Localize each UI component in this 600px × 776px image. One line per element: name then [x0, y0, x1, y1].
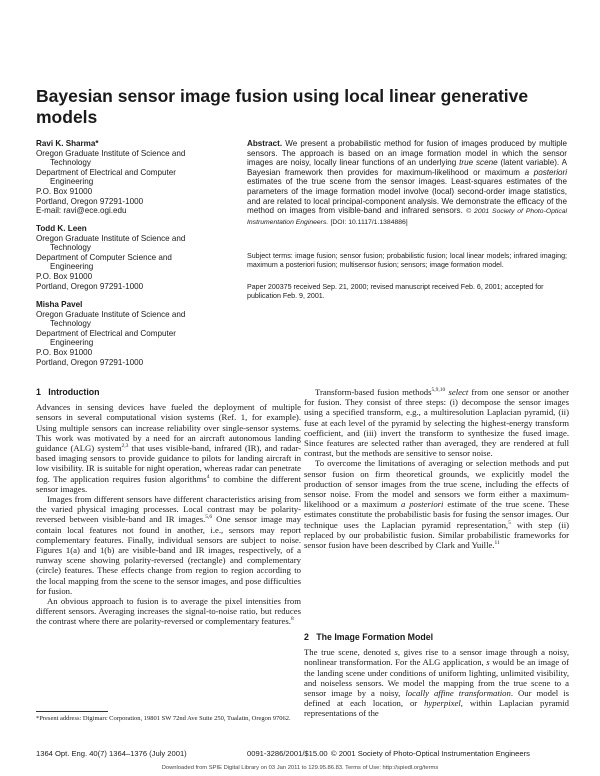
paragraph-text: An obvious approach to fusion is to average the pixel intensities from different sensors. Averaging increases the signal-to-noise ratio, but reduces the contrast where there are polarity-reversed or complementary features.	[36, 596, 301, 627]
paragraph-text: To overcome the limitations of averaging or selection methods and put sensor fusion on firm theoretical grounds, we explicitly model the production of sensor images from the true scene, including the effects of sensor noise. From the model and sensors we form either a maximum-likelihood or a maximum	[304, 458, 569, 510]
abstract-text: estimates of the true scene from the sensor images. Least-squares estimates of the parameters of the image formation model involve (local) second-order image statistics, and are related to local principal-component analysis. We demonstrate the efficacy of the method on images from visible-band and infrared sensors.	[247, 177, 567, 216]
section-title: Introduction	[48, 387, 100, 397]
paragraph-text: estimate of the true scene. These estimates constitute the probabilistic basis for fusing the sensor images. Our technique uses the Laplacian pyramid representation,	[304, 499, 569, 530]
emphasis: hyperpixel	[424, 698, 461, 709]
citation: 5,9,10	[431, 387, 446, 394]
paper-title: Bayesian sensor image fusion using local linear generative models	[36, 86, 529, 127]
paragraph	[36, 402, 301, 494]
paragraph	[304, 458, 569, 550]
section-title: The Image Formation Model	[316, 632, 434, 642]
paragraph-text: would be an image of the landing scene under conditions of uniform lighting, unlimited visibility, and noiseless sensors. We model the mapping from the true scene to a sensor image by a noisy,	[304, 657, 570, 699]
citation: 5,6	[205, 514, 213, 521]
abstract-doi: [DOI: 10.1117/1.1384886]	[330, 218, 408, 226]
abstract	[247, 139, 567, 227]
abstract-emphasis: a posteriori	[524, 167, 567, 177]
paragraph-text: Transform-based fusion methods	[315, 387, 432, 397]
affiliation-line: Oregon Graduate Institute of Science and	[36, 233, 186, 243]
emphasis: s	[486, 657, 490, 668]
affiliation-line: Oregon Graduate Institute of Science and	[36, 148, 186, 158]
paragraph-text: to combine the different sensor images.	[36, 473, 301, 494]
author-block-3	[36, 300, 241, 367]
abstract-copyright: © 2001 Society of Photo-Optical Instrumentation Engineers.	[247, 208, 568, 226]
paragraph	[36, 596, 301, 627]
footer-copyright: © 2001 Society of Photo-Optical Instrumentation Engineers	[331, 749, 530, 758]
author-affiliation	[36, 149, 241, 216]
emphasis: a posteriori	[401, 499, 444, 510]
emphasis: locally affine transformation	[405, 688, 511, 699]
citation: 5	[508, 519, 511, 526]
affiliation-line: Department of Computer Science and	[36, 252, 172, 262]
affiliation-line: Department of Electrical and Computer	[36, 328, 176, 338]
right-column	[304, 387, 569, 550]
affiliation-line: Technology	[50, 243, 91, 253]
paragraph	[36, 494, 301, 596]
paragraph-text: from one sensor or another for fusion. They consist of three steps: (i) decompose the sensor images using a specified transform, e.g., a multiresolution Laplacian pyramid, (ii) fuse at each level of the pyramid by selecting the highest-energy transform coefficient, and (iii) invert the transform to synthesize the fused image. Since features are selected rather than averaged, they are rendered at full contrast, but the methods are sensitive to sensor noise.	[304, 387, 569, 459]
footer-price: 0091-3286/2001/$15.00	[247, 749, 328, 758]
paragraph-text: Advances in sensing devices have fueled the deployment of multiple sensors in several computational vision systems (Ref. 1, for example). Using multiple sensors can increase reliability over single-sensor systems. This work was motivated by a need for an aircraft autonomous landing guidance (ALG) system	[36, 402, 301, 454]
affiliation-line: Portland, Oregon 97291-1000	[36, 196, 144, 206]
emphasis: select	[448, 387, 469, 397]
affiliation-line: Engineering	[50, 338, 94, 348]
section-number: 1	[36, 387, 41, 397]
paragraph-text: , gives rise to a sensor image through a noisy, nonlinear transformation. For the ALG application,	[304, 647, 570, 668]
author-block-2	[36, 224, 241, 291]
abstract-label: Abstract.	[247, 139, 283, 148]
affiliation-line: Engineering	[50, 262, 94, 272]
citation: 2,3	[121, 443, 129, 450]
citation: 11	[494, 540, 500, 547]
author-name: Misha Pavel	[36, 300, 83, 309]
footer-citation: 1364 Opt. Eng. 40(7) 1364–1376 (July 2001)	[36, 749, 187, 758]
section-2	[304, 632, 569, 719]
download-notice: Downloaded from SPIE Digital Library on 03 Jan 2011 to 129.95.86.83. Terms of Use: http://spiedl.org/terms	[161, 765, 439, 771]
paragraph-text: One sensor image may contain local features not found in another, i.e., sensors may report complementary features. Finally, individual sensors are subject to noise. Figures 1(a) and 1(b) are visible-band and IR images, respectively, of a runway scene showing polarity-reversed (rectangle) and complementary (circle) features. These effects change from region to region according to the local mapping from the scene to the sensor images, and pose difficulties for fusion.	[36, 514, 301, 596]
affiliation-line: P.O. Box 91000	[36, 186, 93, 196]
paragraph-text: Images from different sensors have different characteristics arising from the varied physical imaging processes. Local contrast may be polarity-reversed between visible-band and IR images.	[36, 494, 301, 525]
author-block-1	[36, 139, 241, 216]
abstract-emphasis: true scene	[459, 158, 498, 168]
affiliation-line: Portland, Oregon 97291-1000	[36, 357, 144, 367]
affiliation-line: Oregon Graduate Institute of Science and	[36, 309, 186, 319]
paragraph-text: . Our model is defined at each location, or	[304, 688, 569, 709]
footnote-divider	[36, 711, 108, 712]
paragraph	[304, 387, 569, 458]
abstract-text: We present a probabilistic method for fusion of images produced by multiple sensors. The approach is based on an image formation model in which the sensor images are noisy, locally linear functions of an underlying	[247, 139, 567, 168]
affiliation-line: Technology	[50, 319, 91, 329]
paragraph-text: with step (ii) replaced by our probabilistic fusion. Similar probabilistic frameworks for sensor fusion have been described by Clark and Yuille.	[304, 519, 569, 551]
author-name: Todd K. Leen	[36, 224, 87, 233]
author-affiliation	[36, 234, 241, 292]
left-column	[36, 387, 301, 627]
section-heading-1	[36, 387, 301, 397]
paragraph	[304, 647, 569, 718]
paper-history: Paper 200375 received Sep. 21, 2000; revised manuscript received Feb. 6, 2001; accepted for publication Feb. 9, 2001.	[247, 283, 544, 300]
section-heading-2	[304, 632, 569, 642]
affiliation-line: P.O. Box 91000	[36, 347, 93, 357]
affiliation-line: Department of Electrical and Computer	[36, 167, 176, 177]
affiliation-line: Engineering	[50, 177, 94, 187]
author-name: Ravi K. Sharma*	[36, 139, 99, 148]
email-line: E-mail: ravi@ece.ogi.edu	[36, 206, 127, 216]
citation: 4	[206, 473, 210, 480]
citation: 8	[290, 616, 294, 623]
affiliation-line: Portland, Oregon 97291-1000	[36, 281, 144, 291]
affiliation-line: Technology	[50, 158, 91, 168]
emphasis: s	[394, 647, 398, 658]
paragraph-text: The true scene, denoted	[304, 647, 391, 658]
paragraph-text: , within Laplacian pyramid representations of the	[304, 698, 569, 719]
subject-terms: Subject terms: image fusion; sensor fusion; probabilistic fusion; local linear models; infrared imaging; maximum a posteriori fusion; multisensor fusion; sensors; image formation model.	[247, 252, 567, 269]
abstract-text: (latent variable). A Bayesian framework then provides for maximum-likelihood or maximum	[247, 158, 568, 177]
author-affiliation	[36, 310, 241, 368]
footnote: *Present address: Digimarc Corporation, 19801 SW 72nd Ave Suite 250, Tualatin, Oregon 97062.	[36, 715, 291, 722]
affiliation-line: P.O. Box 91000	[36, 271, 93, 281]
section-number: 2	[304, 632, 309, 642]
paragraph-text: that uses visible-band, infrared (IR), and radar-based imaging sensors to provide guidance to pilots for landing aircraft in low visibility. IR is suitable for night operation, whereas radar can penetrate fog. The application requires fusion algorithms	[36, 443, 301, 484]
